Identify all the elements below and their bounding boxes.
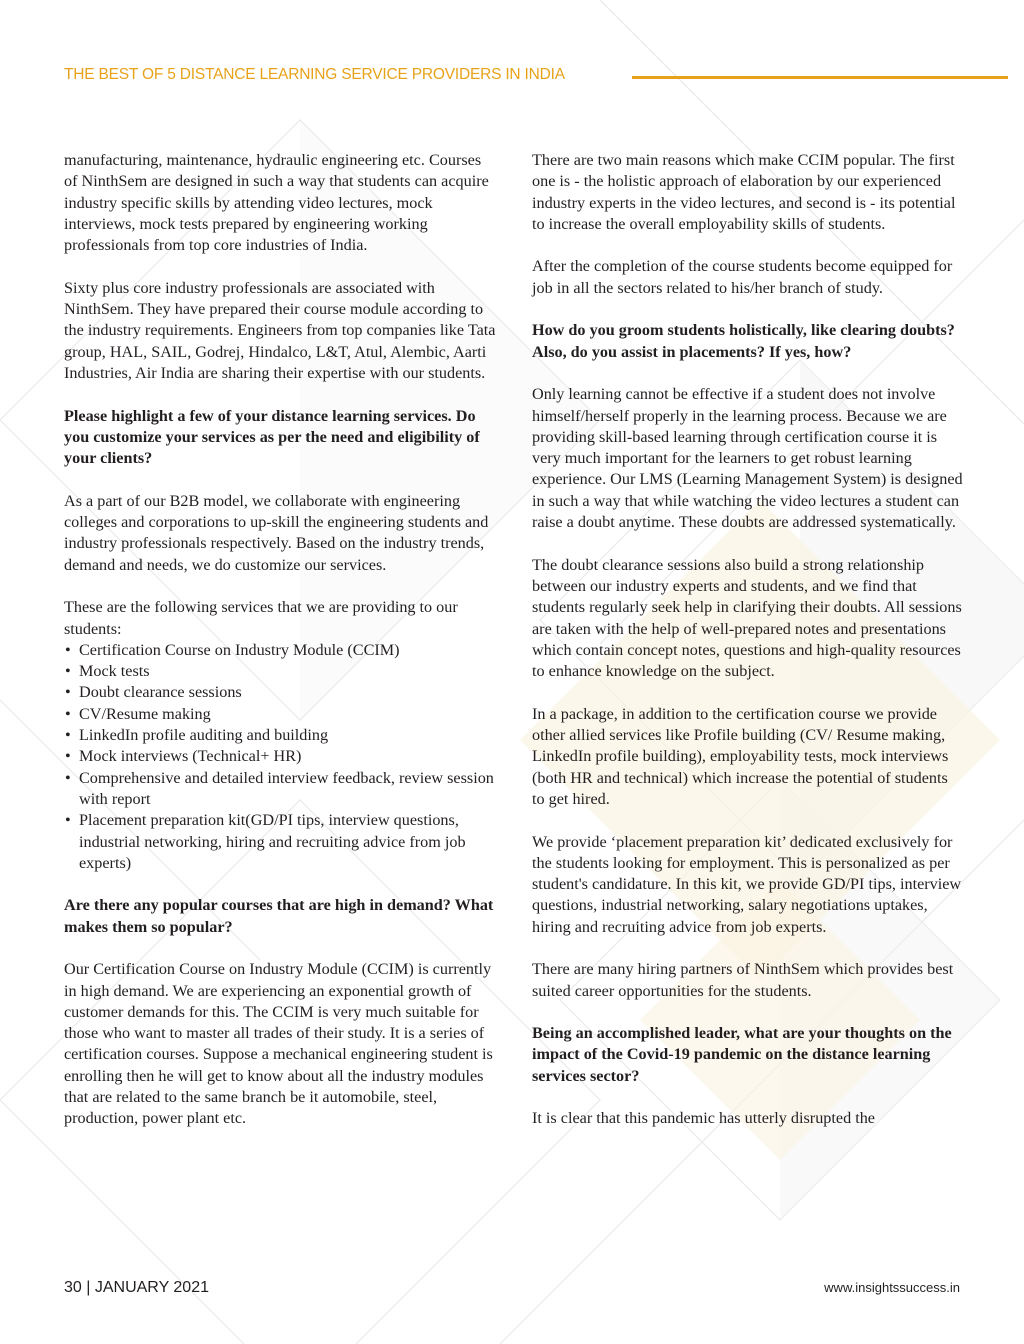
- paragraph: There are two main reasons which make CCIM popular. The first one is - the holistic approach of elaboration by our experienced industry experts in the video lectures, and second is - its potential to increase the overall employability skills of students.: [532, 151, 956, 233]
- paragraph: Our Certification Course on Industry Module (CCIM) is currently in high demand. We are experiencing an exponential growth of customer demands for this. The CCIM is very much suitable for those who want to master all trades of their study. It is a series of certification courses. Suppose a mechanical engineering student is enrolling then he will get to know about all the industry modules that are related to the same branch be it automobile, steel, production, power plant etc.: [64, 960, 493, 1128]
- list-item: • Placement preparation kit(GD/PI tips, interview questions, industrial networking, hiring and recruiting advice from job experts): [64, 810, 496, 874]
- interview-question: Please highlight a few of your distance learning services. Do you customize your services as per the need and eligibility of your clients?: [64, 406, 480, 468]
- right-column: [532, 150, 964, 1151]
- paragraph: After the completion of the course students become equipped for job in all the sectors related to his/her branch of study.: [532, 257, 953, 297]
- left-column: [64, 150, 496, 1151]
- header-rule: [632, 76, 1008, 79]
- list-item: • Certification Course on Industry Module (CCIM): [64, 640, 496, 661]
- paragraph: Sixty plus core industry professionals are associated with NinthSem. They have prepared their course module according to the industry requirements. Engineers from top companies like Tata group, HAL, SAIL, Godrej, Hindalco, L&T, Atul, Alembic, Aarti Industries, Air India are sharing their expertise with our students.: [64, 278, 496, 382]
- website-link[interactable]: www.insightssuccess.in: [824, 1280, 960, 1295]
- services-list: [64, 640, 496, 874]
- page-number-date: 30 | JANUARY 2021: [64, 1279, 209, 1296]
- paragraph: manufacturing, maintenance, hydraulic engineering etc. Courses of NinthSem are designed in such a way that students can acquire industry specific skills by attending video lectures, mock interviews, mock tests prepared by engineering working professionals from top core industries of India.: [64, 151, 489, 255]
- paragraph: It is clear that this pandemic has utterly disrupted the: [532, 1109, 875, 1128]
- list-item: • LinkedIn profile auditing and building: [64, 725, 496, 746]
- list-item: • Doubt clearance sessions: [64, 682, 496, 703]
- page-header: [64, 66, 964, 90]
- paragraph: There are many hiring partners of NinthSem which provides best suited career opportunities for the students.: [532, 960, 954, 1000]
- list-item: • Mock interviews (Technical+ HR): [64, 746, 496, 767]
- paragraph: In a package, in addition to the certification course we provide other allied services like Profile building (CV/ Resume making, LinkedIn profile building), employability tests, mock interviews (both HR and technical) which increase the potential of students to get hired.: [532, 704, 949, 808]
- interview-question: Being an accomplished leader, what are your thoughts on the impact of the Covid-19 pandemic on the distance learning services sector?: [532, 1024, 952, 1085]
- interview-question: How do you groom students holistically, like clearing doubts? Also, do you assist in placements? If yes, how?: [532, 321, 955, 361]
- interview-question: Are there any popular courses that are high in demand? What makes them so popular?: [64, 896, 494, 936]
- paragraph: The doubt clearance sessions also build a strong relationship between our industry experts and students, and we find that students regularly seek help in clarifying their doubts. All sessions are taken with the help of well-prepared notes and presentations which contain concept notes, questions and high-quality resources to enhance knowledge on the subject.: [532, 555, 962, 681]
- paragraph: As a part of our B2B model, we collaborate with engineering colleges and corporations to up-skill the engineering students and industry professionals respectively. Based on the industry trends, demand and needs, we do customize our services.: [64, 491, 489, 574]
- list-item: • Mock tests: [64, 661, 496, 682]
- paragraph: We provide ‘placement preparation kit’ dedicated exclusively for the students looking for employment. This is personalized as per student's candidature. In this kit, we provide GD/PI tips, interview questions, industrial networking, salary negotiations uptakes, hiring and recruiting advice from job experts.: [532, 832, 962, 936]
- paragraph: Only learning cannot be effective if a student does not involve himself/herself properly in the learning process. Because we are providing skill-based learning through certification course it is very much important for the learners to get robust learning experience. Our LMS (Learning Management System) is designed in such a way that while watching the video lectures a student can raise a doubt anytime. These doubts are addressed systematically.: [532, 385, 963, 532]
- list-item: • CV/Resume making: [64, 704, 496, 725]
- list-item: • Comprehensive and detailed interview feedback, review session with report: [64, 768, 496, 811]
- header-title: THE BEST OF 5 DISTANCE LEARNING SERVICE PROVIDERS IN INDIA: [64, 66, 565, 83]
- paragraph: These are the following services that we are providing to our students:: [64, 598, 458, 638]
